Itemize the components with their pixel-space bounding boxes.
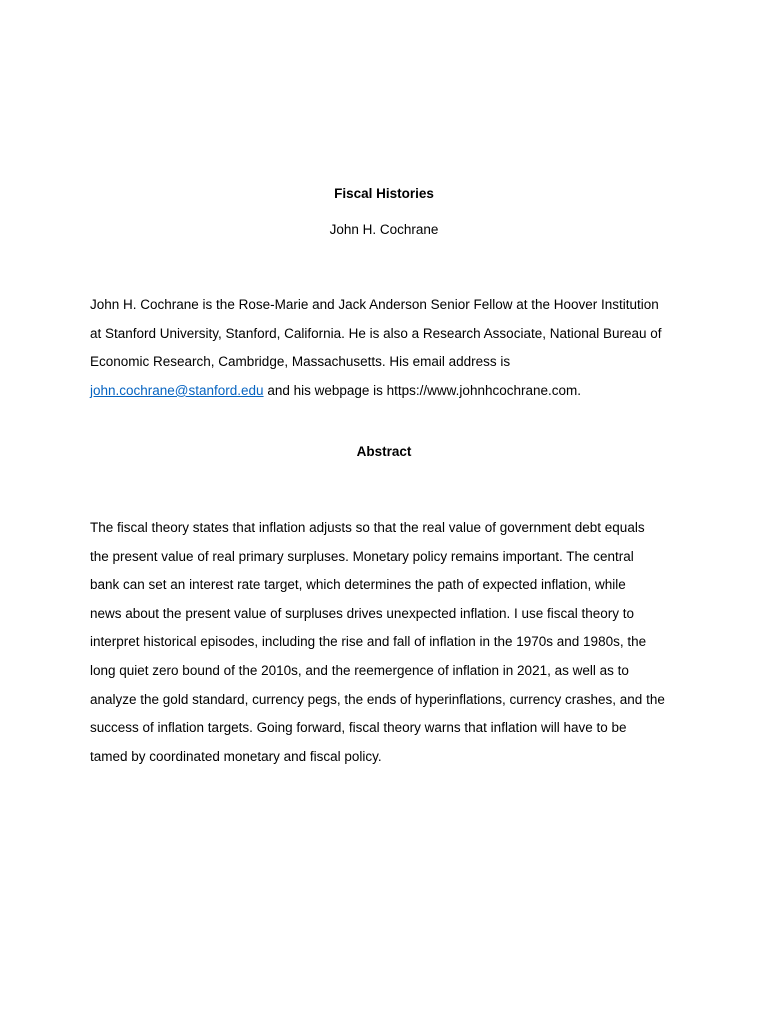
abstract-line: news about the present value of surpluses drives unexpected inflation. I use fiscal theory to	[90, 605, 635, 621]
author-bio	[90, 291, 690, 405]
abstract-body	[90, 514, 690, 771]
abstract-line: bank can set an interest rate target, which determines the path of expected inflation, while	[90, 577, 626, 593]
abstract-line: The fiscal theory states that inflation adjusts so that the real value of government debt equals	[90, 520, 645, 535]
abstract-line: long quiet zero bound of the 2010s, and the reemergence of inflation in 2021, as well as to	[90, 662, 629, 678]
abstract-line: analyze the gold standard, currency pegs, the ends of hyperinflations, currency crashes, and the	[90, 691, 665, 707]
abstract-line: the present value of real primary surpluses. Monetary policy remains important. The central	[90, 548, 634, 564]
abstract-line: tamed by coordinated monetary and fiscal policy.	[90, 748, 382, 764]
abstract-line: success of inflation targets. Going forward, fiscal theory warns that inflation will have to be	[90, 720, 627, 736]
abstract-line: interpret historical episodes, including the rise and fall of inflation in the 1970s and 1980s, the	[90, 634, 647, 650]
bio-line: Economic Research, Cambridge, Massachusetts. His email address is	[90, 354, 511, 370]
bio-line: at Stanford University, Stanford, California. He is also a Research Associate, National Bureau of	[90, 325, 662, 341]
paper-title: Fiscal Histories	[334, 186, 434, 201]
abstract-heading: Abstract	[356, 444, 412, 459]
bio-line: John H. Cochrane is the Rose-Marie and Jack Anderson Senior Fellow at the Hoover Institution	[90, 297, 659, 312]
email-link[interactable]: john.cochrane@stanford.edu	[90, 382, 264, 398]
bio-line-email	[90, 377, 690, 406]
bio-line-rest: and his webpage is https://www.johnhcochrane.com.	[263, 382, 582, 398]
author-name: John H. Cochrane	[329, 222, 439, 237]
